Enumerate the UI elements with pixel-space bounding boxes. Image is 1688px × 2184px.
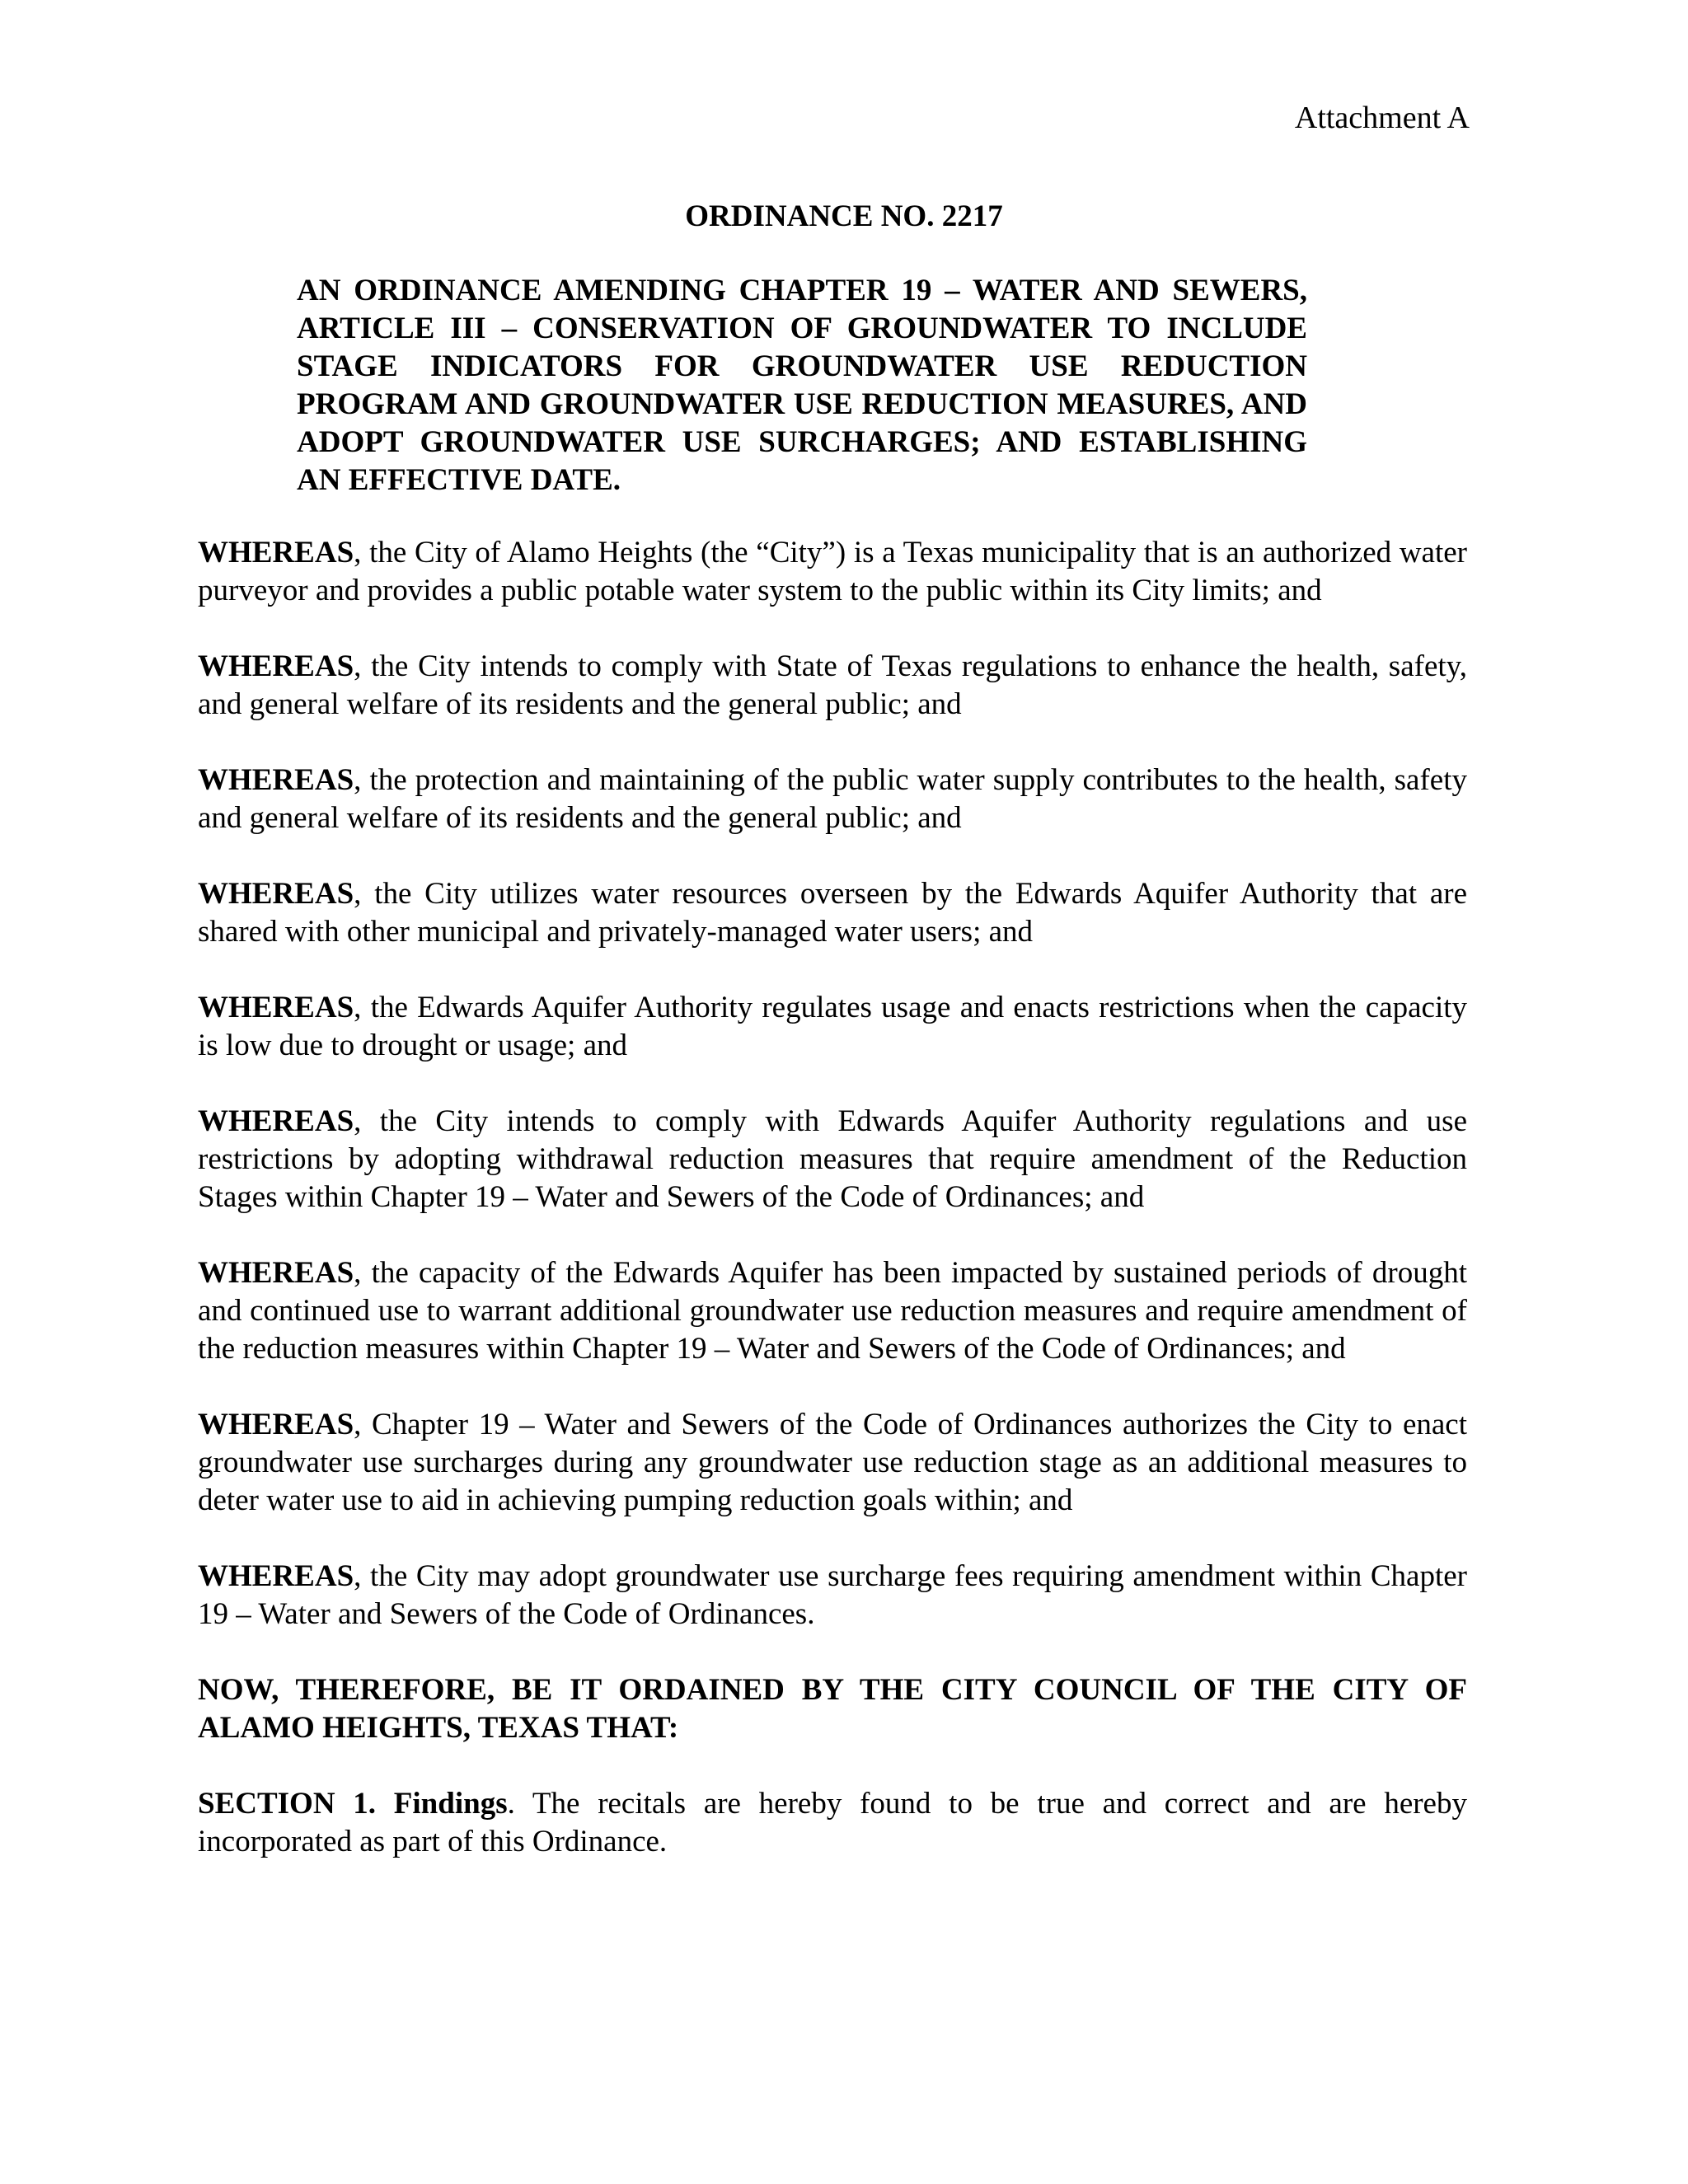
section-1-paragraph: [198, 1785, 1467, 1861]
ordaining-clause: NOW, THEREFORE, BE IT ORDAINED BY THE CITY COUNCIL OF THE CITY OF ALAMO HEIGHTS, TEXAS THAT:: [198, 1673, 1467, 1745]
recital-text: , the capacity of the Edwards Aquifer has been impacted by sustained periods of drought and continued use to warrant additional groundwater use reduction measures and require amendment of the reduction measures within Chapter 19 – Water and Sewers of the Code of Ordinances; and: [198, 1256, 1467, 1366]
ordinance-body: [198, 534, 1467, 1899]
recital-text: , the City of Alamo Heights (the “City”) is a Texas municipality that is an authorized water purveyor and provides a public potable water system to the public within its City limits; and: [198, 536, 1467, 607]
section-1-heading: SECTION 1. Findings: [198, 1787, 508, 1821]
recital-paragraph: [198, 762, 1467, 837]
recital-text: , the City intends to comply with Edwards Aquifer Authority regulations and use restrictions by adopting withdrawal reduction measures that require amendment of the Reduction Stages within Chapter 19 – Water and Sewers of the Code of Ordinances; and: [198, 1104, 1467, 1214]
recital-text: , the City may adopt groundwater use surcharge fees requiring amendment within Chapter 19 – Water and Sewers of the Code of Ordinances.: [198, 1559, 1467, 1631]
recital-lead: WHEREAS: [198, 991, 354, 1024]
ordinance-title: ORDINANCE NO. 2217: [685, 199, 1003, 233]
recital-paragraph: [198, 648, 1467, 724]
recital-lead: WHEREAS: [198, 649, 354, 683]
recital-text: , the Edwards Aquifer Authority regulates usage and enacts restrictions when the capacity is low due to drought or usage; and: [198, 991, 1467, 1062]
recital-lead: WHEREAS: [198, 536, 354, 569]
recital-text: , Chapter 19 – Water and Sewers of the Code of Ordinances authorizes the City to enact groundwater use surcharges during any groundwater use reduction stage as an additional measures to deter water use to aid in achieving pumping reduction goals within; and: [198, 1408, 1467, 1517]
recital-lead: WHEREAS: [198, 1104, 354, 1138]
recital-paragraph: [198, 875, 1467, 951]
recital-text: , the protection and maintaining of the public water supply contributes to the health, safety and general welfare of its residents and the general public; and: [198, 763, 1467, 835]
recital-lead: WHEREAS: [198, 877, 354, 911]
recital-paragraph: [198, 534, 1467, 610]
attachment-label: Attachment A: [1294, 101, 1470, 135]
recital-lead: WHEREAS: [198, 1256, 354, 1290]
recital-paragraph: [198, 1254, 1467, 1368]
recital-paragraph: [198, 1406, 1467, 1520]
recital-paragraph: [198, 1558, 1467, 1633]
recital-lead: WHEREAS: [198, 1408, 354, 1441]
recital-paragraph: [198, 1103, 1467, 1216]
recital-lead: WHEREAS: [198, 763, 354, 797]
recital-lead: WHEREAS: [198, 1559, 354, 1593]
recital-text: , the City utilizes water resources overseen by the Edwards Aquifer Authority that are shared with other municipal and privately-managed water users; and: [198, 877, 1467, 949]
recital-text: , the City intends to comply with State of Texas regulations to enhance the health, safety, and general welfare of its residents and the general public; and: [198, 649, 1467, 721]
section-1-text: . The recitals are hereby found to be true and correct and are hereby incorporated as part of this Ordinance.: [198, 1787, 1467, 1858]
recital-paragraph: [198, 989, 1467, 1065]
ordinance-caption: AN ORDINANCE AMENDING CHAPTER 19 – WATER AND SEWERS, ARTICLE III – CONSERVATION OF GROUNDWATER TO INCLUDE STAGE INDICATORS FOR GROUNDWATER USE REDUCTION PROGRAM AND GROUNDWATER USE REDUCTION MEASURES, AND ADOPT GROUNDWATER USE SURCHARGES; AND ESTABLISHING AN EFFECTIVE DATE.: [297, 274, 1307, 497]
